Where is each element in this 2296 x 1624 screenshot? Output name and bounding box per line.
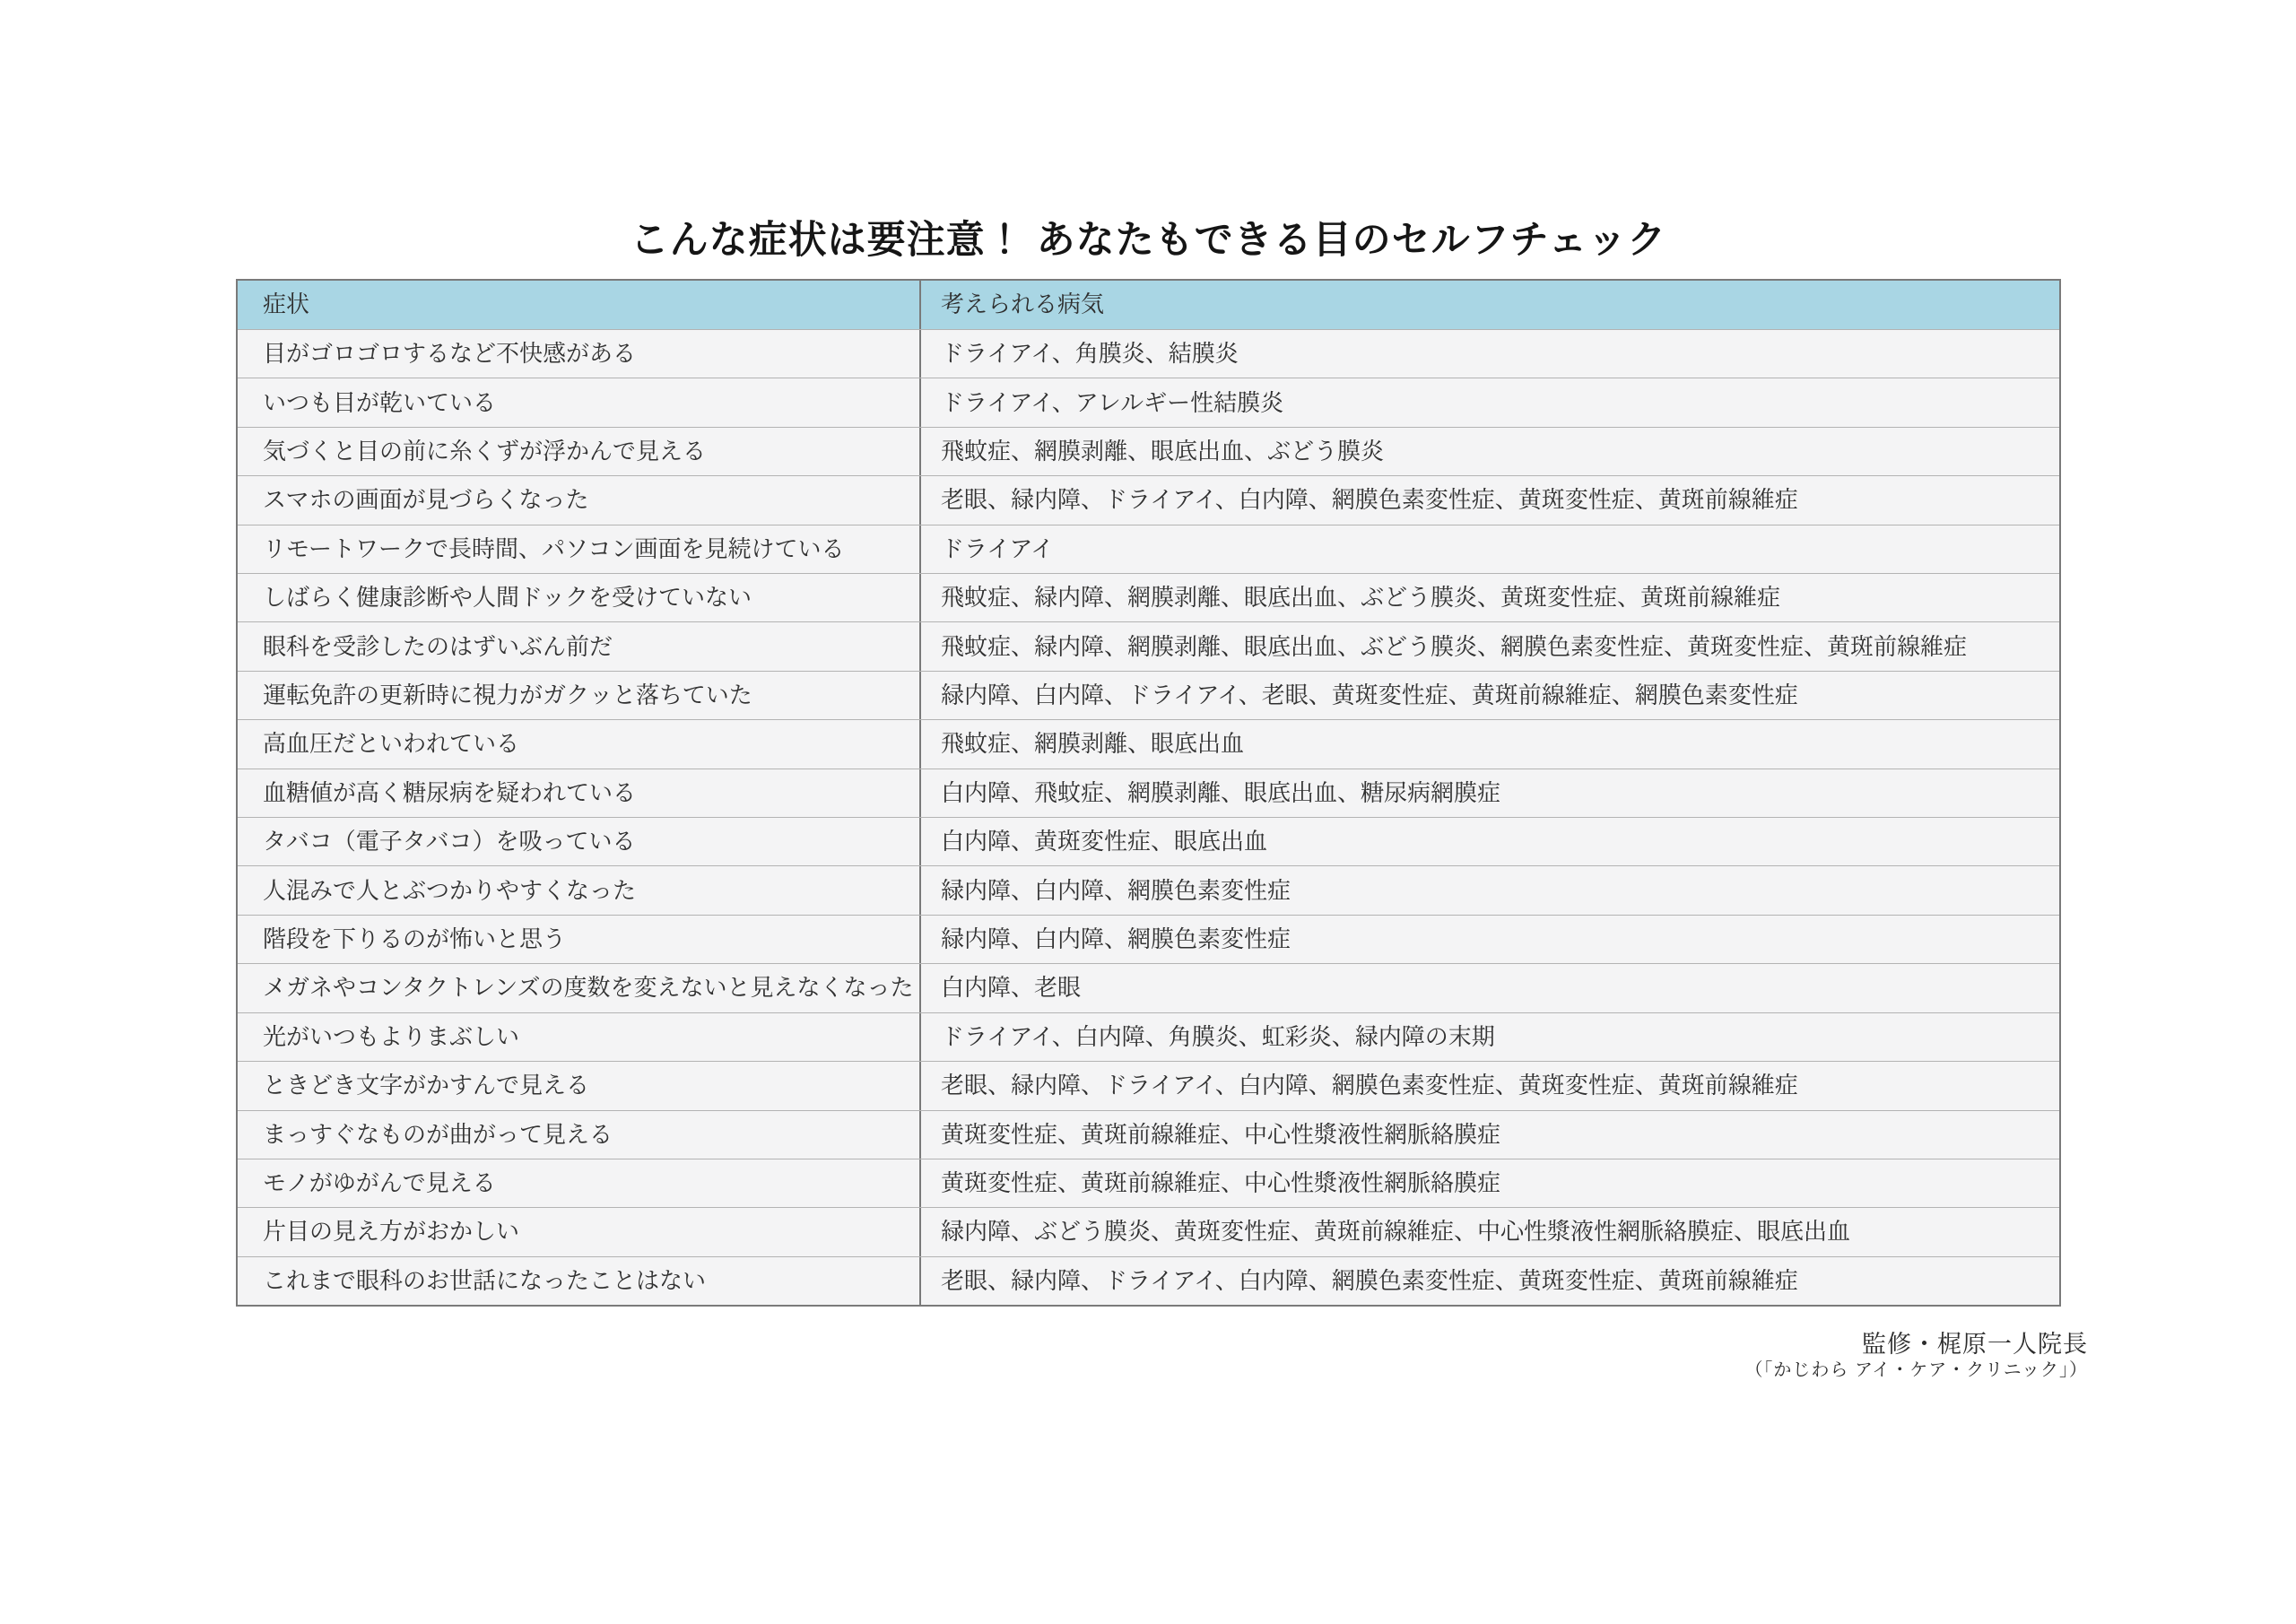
- clinic-credit: （「かじわら アイ・ケア・クリニック」）: [1744, 1360, 2088, 1380]
- table-row: [238, 1012, 2059, 1061]
- symptom-cell: 光がいつもよりまぶしい: [263, 1022, 520, 1050]
- symptom-cell: 目がゴロゴロするなど不快感がある: [263, 340, 637, 368]
- supervisor-credit: 監修・梶原一人院長: [1862, 1331, 2088, 1358]
- table-row: [238, 817, 2059, 865]
- table-row: [238, 1061, 2059, 1109]
- disease-cell: ドライアイ、角膜炎、結膜炎: [919, 330, 2059, 378]
- table-body: [238, 329, 2059, 1305]
- symptom-cell: スマホの画面が見づらくなった: [263, 486, 589, 514]
- disease-cell: 緑内障、ぶどう膜炎、黄斑変性症、黄斑前線維症、中心性漿液性網脈絡膜症、眼底出血: [919, 1208, 2059, 1255]
- symptom-cell: 片目の見え方がおかしい: [263, 1218, 520, 1246]
- table-row: [238, 865, 2059, 914]
- symptoms-table: [236, 279, 2061, 1307]
- symptom-cell: いつも目が乾いている: [263, 388, 497, 416]
- disease-cell: 黄斑変性症、黄斑前線維症、中心性漿液性網脈絡膜症: [919, 1159, 2059, 1207]
- header-disease: 考えられる病気: [919, 281, 2059, 329]
- disease-cell: 飛蚊症、網膜剥離、眼底出血、ぶどう膜炎: [919, 428, 2059, 475]
- disease-cell: ドライアイ: [919, 525, 2059, 573]
- table-row: [238, 769, 2059, 817]
- disease-cell: 飛蚊症、網膜剥離、眼底出血: [919, 720, 2059, 768]
- page-title: こんな症状は要注意！ あなたもできる目のセルフチェック: [630, 219, 1667, 262]
- symptom-cell: これまで眼科のお世話になったことはない: [263, 1266, 707, 1294]
- table-row: [238, 915, 2059, 963]
- table-row: [238, 1110, 2059, 1159]
- table-row: [238, 378, 2059, 426]
- disease-cell: 老眼、緑内障、ドライアイ、白内障、網膜色素変性症、黄斑変性症、黄斑前線維症: [919, 1062, 2059, 1109]
- disease-cell: 飛蚊症、緑内障、網膜剥離、眼底出血、ぶどう膜炎、網膜色素変性症、黄斑変性症、黄斑前線維症: [919, 622, 2059, 670]
- table-row: [238, 621, 2059, 670]
- symptom-cell: リモートワークで長時間、パソコン画面を見続けている: [263, 534, 845, 562]
- table-header-row: [238, 281, 2059, 329]
- table-row: [238, 963, 2059, 1012]
- table-row: [238, 671, 2059, 719]
- disease-cell: 黄斑変性症、黄斑前線維症、中心性漿液性網脈絡膜症: [919, 1111, 2059, 1159]
- table-row: [238, 525, 2059, 573]
- disease-cell: ドライアイ、白内障、角膜炎、虹彩炎、緑内障の末期: [919, 1013, 2059, 1061]
- symptom-cell: タバコ（電子タバコ）を吸っている: [263, 828, 636, 855]
- disease-cell: 白内障、黄斑変性症、眼底出血: [919, 818, 2059, 865]
- symptom-cell: まっすぐなものが曲がって見える: [263, 1120, 613, 1148]
- disease-cell: 老眼、緑内障、ドライアイ、白内障、網膜色素変性症、黄斑変性症、黄斑前線維症: [919, 476, 2059, 524]
- disease-cell: 老眼、緑内障、ドライアイ、白内障、網膜色素変性症、黄斑変性症、黄斑前線維症: [919, 1257, 2059, 1305]
- disease-cell: 緑内障、白内障、網膜色素変性症: [919, 866, 2059, 914]
- symptom-cell: 運転免許の更新時に視力がガクッと落ちていた: [263, 681, 752, 708]
- symptom-cell: 血糖値が高く糖尿病を疑われている: [263, 778, 637, 806]
- table-row: [238, 1159, 2059, 1207]
- symptom-cell: 眼科を受診したのはずいぶん前だ: [263, 632, 613, 660]
- symptom-cell: 高血圧だといわれている: [263, 730, 520, 758]
- table-row: [238, 329, 2059, 378]
- disease-cell: 緑内障、白内障、網膜色素変性症: [919, 916, 2059, 963]
- symptom-cell: ときどき文字がかすんで見える: [263, 1072, 590, 1099]
- header-symptom: 症状: [263, 291, 310, 318]
- table-row: [238, 427, 2059, 475]
- table-row: [238, 573, 2059, 621]
- symptom-cell: 人混みで人とぶつかりやすくなった: [263, 876, 637, 904]
- disease-cell: 飛蚊症、緑内障、網膜剥離、眼底出血、ぶどう膜炎、黄斑変性症、黄斑前線維症: [919, 574, 2059, 621]
- disease-cell: 白内障、飛蚊症、網膜剥離、眼底出血、糖尿病網膜症: [919, 769, 2059, 817]
- symptom-cell: 階段を下りるのが怖いと思う: [263, 925, 567, 952]
- table-row: [238, 719, 2059, 768]
- table-row: [238, 475, 2059, 524]
- symptom-cell: 気づくと目の前に糸くずが浮かんで見える: [263, 437, 707, 465]
- symptom-cell: メガネやコンタクトレンズの度数を変えないと見えなくなった: [263, 974, 914, 1002]
- disease-cell: 緑内障、白内障、ドライアイ、老眼、黄斑変性症、黄斑前線維症、網膜色素変性症: [919, 672, 2059, 719]
- symptom-cell: モノがゆがんで見える: [263, 1169, 496, 1197]
- table-row: [238, 1256, 2059, 1305]
- disease-cell: ドライアイ、アレルギー性結膜炎: [919, 378, 2059, 426]
- symptom-cell: しばらく健康診断や人間ドックを受けていない: [263, 584, 752, 612]
- table-row: [238, 1207, 2059, 1255]
- disease-cell: 白内障、老眼: [919, 964, 2059, 1012]
